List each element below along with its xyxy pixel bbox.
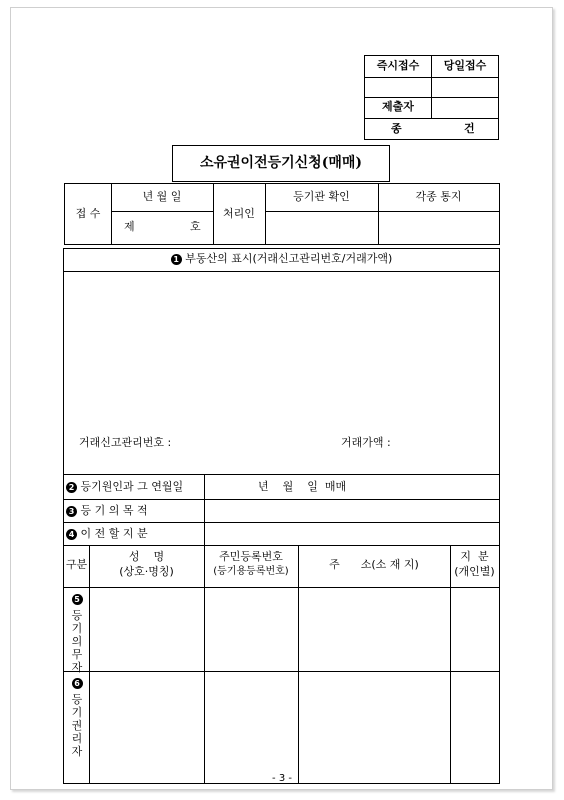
col-share-header: 지 분 [460, 550, 489, 563]
col-id-header: 주민등록번호 [219, 550, 283, 563]
col-kind-header: 구분 [65, 558, 88, 571]
trade-price-label: 거래가액 : [341, 436, 391, 449]
page-number: - 3 - [272, 773, 292, 784]
obligee-number: 6 [72, 678, 83, 689]
col-id-subheader: (등기용등록번호) [213, 566, 289, 577]
obligor-number: 5 [72, 594, 83, 605]
immediate-receipt-label: 즉시접수 [376, 59, 420, 72]
section3-label [66, 504, 148, 517]
count-label: 건 [464, 122, 475, 135]
obligor-text: 등기의무자 [71, 609, 83, 674]
reception-number-prefix: 제 [124, 220, 135, 233]
reception-date: 년 월 일 [142, 190, 182, 203]
obligor-label [69, 589, 85, 674]
col-address-header: 주 소(소 재 지) [329, 558, 419, 571]
section4-label-text: 이 전 할 지 분 [80, 527, 148, 540]
obligee-label [69, 673, 85, 758]
sameday-receipt-label: 당일접수 [443, 59, 487, 72]
notices-label: 각종 통지 [415, 190, 462, 203]
section1-title [64, 252, 499, 265]
obligee-text: 등기권리자 [71, 693, 83, 758]
kind-label: 종 [391, 122, 402, 135]
page-title: 소유권이전등기신청(매매) [199, 155, 362, 171]
registry-check-label: 등기관 확인 [293, 190, 350, 203]
section1-title-text: 부동산의 표시(거래신고관리번호/거래가액) [185, 252, 393, 265]
col-name-subheader: (상호·명칭) [119, 565, 174, 578]
section2-value: 년 월 일 매매 [258, 480, 347, 493]
submitter-label: 제출자 [382, 100, 414, 113]
col-name-header: 성 명 [128, 550, 165, 563]
section3-number: 3 [66, 506, 77, 517]
section4-number: 4 [66, 529, 77, 540]
section2-number: 2 [66, 482, 77, 493]
section4-label [66, 527, 148, 540]
reception-label: 접 수 [75, 207, 101, 220]
section3-label-text: 등 기 의 목 적 [80, 504, 148, 517]
section1-number: 1 [171, 254, 182, 265]
section2-label-text: 등기원인과 그 연월일 [80, 480, 184, 493]
processor-label: 처리인 [223, 207, 255, 220]
reception-number-suffix: 호 [190, 220, 201, 233]
trade-report-number-label: 거래신고관리번호 : [79, 436, 172, 449]
section2-label [66, 480, 183, 493]
col-share-subheader: (개인별) [454, 565, 495, 578]
